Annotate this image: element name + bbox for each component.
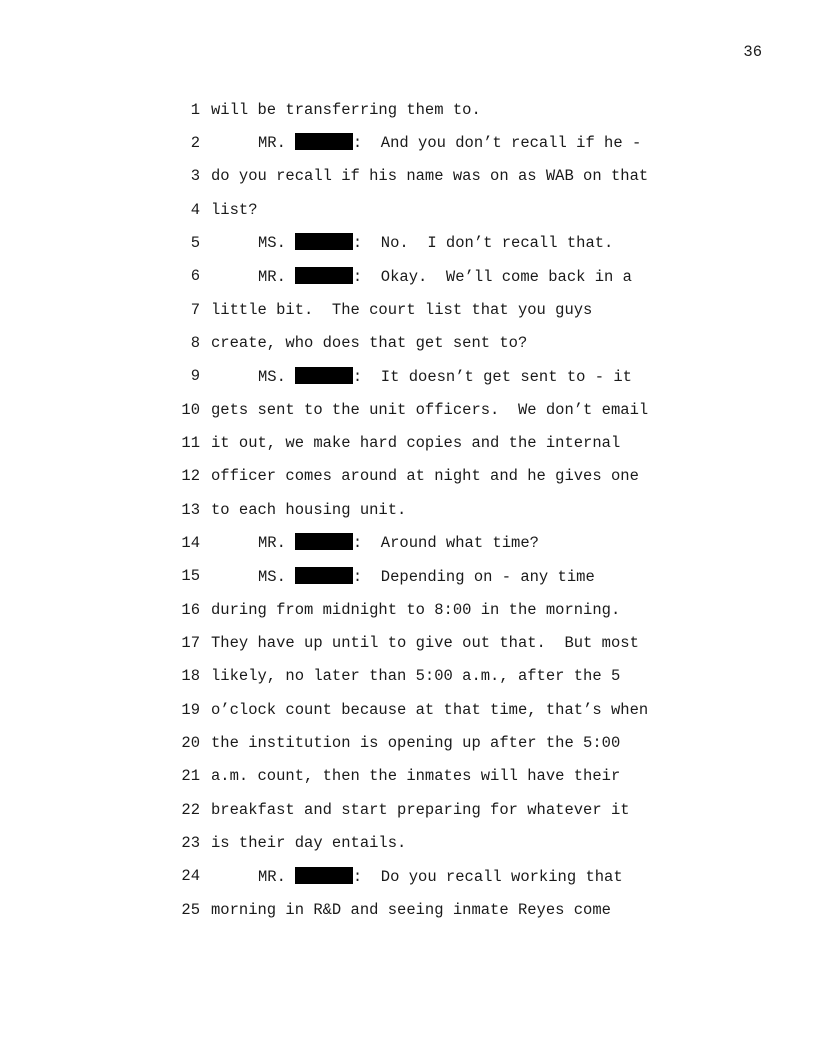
transcript-line bbox=[170, 526, 690, 559]
transcript-line bbox=[170, 326, 690, 359]
line-text: gets sent to the unit officers. We don’t email bbox=[211, 400, 649, 419]
line-text: it out, we make hard copies and the internal bbox=[211, 433, 621, 452]
line-number: 21 bbox=[181, 767, 200, 786]
line-number: 14 bbox=[181, 533, 200, 552]
line-text: the institution is opening up after the 5:00 bbox=[211, 733, 621, 752]
transcript-line bbox=[170, 560, 690, 593]
line-text: likely, no later than 5:00 a.m., after the 5 bbox=[211, 667, 621, 686]
redaction-box bbox=[295, 267, 353, 284]
line-text-container bbox=[211, 367, 690, 386]
speaker-label: MS. bbox=[258, 567, 286, 586]
line-text: little bit. The court list that you guys bbox=[211, 300, 593, 319]
line-text-container bbox=[211, 467, 690, 485]
line-number: 7 bbox=[190, 300, 200, 319]
line-number: 3 bbox=[190, 167, 200, 186]
transcript-line bbox=[170, 293, 690, 326]
redaction-box bbox=[295, 133, 353, 150]
line-text-container bbox=[211, 767, 690, 785]
line-text-container bbox=[211, 267, 690, 286]
line-text-container bbox=[211, 734, 690, 752]
line-number: 13 bbox=[181, 500, 200, 519]
line-text-container bbox=[211, 801, 690, 819]
line-number: 22 bbox=[181, 800, 200, 819]
line-number: 12 bbox=[181, 467, 200, 486]
redaction-box bbox=[295, 567, 353, 584]
line-text: o’clock count because at that time, that’s when bbox=[211, 700, 649, 719]
transcript-line bbox=[170, 760, 690, 793]
line-number: 25 bbox=[181, 900, 200, 919]
line-text-container bbox=[211, 634, 690, 652]
page-number: 36 bbox=[743, 43, 762, 61]
line-text: create, who does that get sent to? bbox=[211, 333, 528, 352]
line-text-container bbox=[211, 834, 690, 852]
line-text: They have up until to give out that. But most bbox=[211, 633, 639, 652]
transcript-line bbox=[170, 160, 690, 193]
line-text-container bbox=[211, 567, 690, 586]
transcript-line bbox=[170, 893, 690, 926]
line-number: 1 bbox=[190, 100, 200, 119]
transcript-line bbox=[170, 193, 690, 226]
line-number: 15 bbox=[181, 567, 200, 586]
speaker-label: MS. bbox=[258, 367, 286, 386]
redaction-box bbox=[295, 533, 353, 550]
line-text: breakfast and start preparing for whatever it bbox=[211, 800, 630, 819]
transcript-line bbox=[170, 826, 690, 859]
line-text: : It doesn’t get sent to - it bbox=[352, 367, 632, 386]
line-text: is their day entails. bbox=[211, 833, 407, 852]
line-text: : And you don’t recall if he - bbox=[352, 134, 642, 153]
speaker-label: MR. bbox=[258, 134, 286, 153]
line-number: 5 bbox=[190, 233, 200, 252]
speaker-label: MR. bbox=[258, 867, 286, 886]
line-number: 4 bbox=[190, 200, 200, 219]
redaction-box bbox=[295, 867, 353, 884]
line-number: 24 bbox=[181, 867, 200, 886]
transcript-line bbox=[170, 693, 690, 726]
transcript-line bbox=[170, 93, 690, 126]
transcript-line bbox=[170, 593, 690, 626]
line-text-container bbox=[211, 334, 690, 352]
line-number: 9 bbox=[190, 367, 200, 386]
line-text-container bbox=[211, 133, 690, 152]
line-text-container bbox=[211, 701, 690, 719]
transcript-line bbox=[170, 460, 690, 493]
transcript-line bbox=[170, 660, 690, 693]
transcript-line bbox=[170, 626, 690, 659]
line-text-container bbox=[211, 201, 690, 219]
line-number: 16 bbox=[181, 600, 200, 619]
transcript-line bbox=[170, 360, 690, 393]
line-text: : Around what time? bbox=[352, 534, 539, 553]
speaker-label: MR. bbox=[258, 267, 286, 286]
transcript-body bbox=[170, 93, 690, 926]
line-text: during from midnight to 8:00 in the morning. bbox=[211, 600, 621, 619]
line-text: will be transferring them to. bbox=[211, 100, 481, 119]
transcript-line bbox=[170, 393, 690, 426]
line-text-container bbox=[211, 667, 690, 685]
line-number: 11 bbox=[181, 433, 200, 452]
line-number: 18 bbox=[181, 667, 200, 686]
line-text-container bbox=[211, 101, 690, 119]
line-text-container bbox=[211, 601, 690, 619]
speaker-label: MR. bbox=[258, 534, 286, 553]
line-text: do you recall if his name was on as WAB on that bbox=[211, 167, 649, 186]
line-text-container bbox=[211, 501, 690, 519]
line-number: 6 bbox=[190, 267, 200, 286]
line-number: 19 bbox=[181, 700, 200, 719]
line-text: : Okay. We’ll come back in a bbox=[352, 267, 632, 286]
transcript-line bbox=[170, 793, 690, 826]
line-number: 10 bbox=[181, 400, 200, 419]
transcript-line bbox=[170, 860, 690, 893]
line-text-container bbox=[211, 434, 690, 452]
line-number: 17 bbox=[181, 633, 200, 652]
line-number: 8 bbox=[190, 333, 200, 352]
line-text: officer comes around at night and he gives one bbox=[211, 467, 639, 486]
line-text: to each housing unit. bbox=[211, 500, 407, 519]
line-text: morning in R&D and seeing inmate Reyes come bbox=[211, 900, 611, 919]
line-text: list? bbox=[211, 200, 258, 219]
line-text-container bbox=[211, 901, 690, 919]
line-text-container bbox=[211, 301, 690, 319]
transcript-line bbox=[170, 726, 690, 759]
redaction-box bbox=[295, 233, 353, 250]
transcript-line bbox=[170, 426, 690, 459]
transcript-line bbox=[170, 493, 690, 526]
line-number: 20 bbox=[181, 733, 200, 752]
line-text-container bbox=[211, 867, 690, 886]
transcript-line bbox=[170, 126, 690, 159]
line-text-container bbox=[211, 167, 690, 185]
line-text-container bbox=[211, 233, 690, 252]
redaction-box bbox=[295, 367, 353, 384]
line-text-container bbox=[211, 401, 690, 419]
line-text-container bbox=[211, 533, 690, 552]
transcript-line bbox=[170, 226, 690, 259]
line-text: : Do you recall working that bbox=[352, 867, 623, 886]
line-number: 23 bbox=[181, 833, 200, 852]
line-text: : Depending on - any time bbox=[352, 567, 595, 586]
speaker-label: MS. bbox=[258, 234, 286, 253]
line-number: 2 bbox=[190, 133, 200, 152]
line-text: a.m. count, then the inmates will have their bbox=[211, 767, 621, 786]
line-text: : No. I don’t recall that. bbox=[352, 234, 614, 253]
transcript-line bbox=[170, 260, 690, 293]
